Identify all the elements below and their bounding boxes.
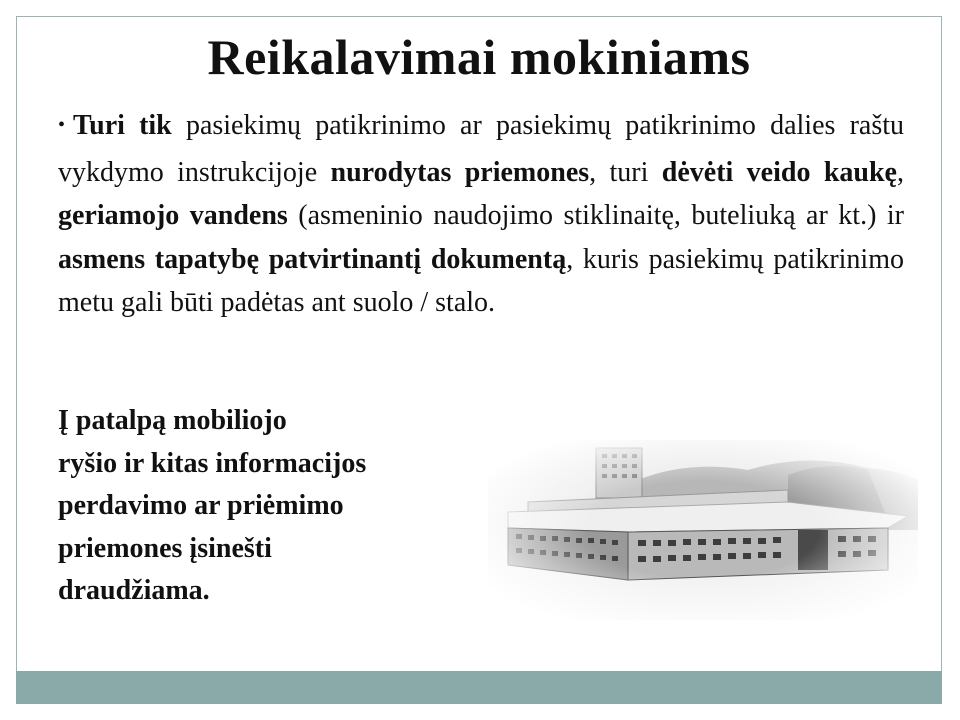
text-segment: Turi tik bbox=[73, 110, 172, 141]
warning-text bbox=[58, 400, 538, 613]
warning-line: ryšio ir kitas informacijos bbox=[58, 447, 367, 479]
warning-line: perdavimo ar priėmimo bbox=[58, 490, 344, 521]
text-segment: , bbox=[896, 156, 904, 188]
text-segment: , turi bbox=[589, 156, 662, 188]
text-segment: (asmeninio naudojimo stiklinaitę, buteliuką ar kt.) ir bbox=[287, 200, 904, 231]
bullet-icon: • bbox=[58, 114, 66, 136]
footer-band bbox=[16, 671, 942, 704]
warning-line: priemones įsinešti bbox=[58, 532, 272, 564]
school-building-photo bbox=[488, 440, 918, 620]
text-segment: nurodytas priemones bbox=[330, 156, 590, 188]
requirements-paragraph bbox=[58, 104, 904, 325]
text-segment: asmens tapatybę patvirtinantį dokumentą bbox=[58, 243, 567, 275]
text-segment: , kuris pasiekimų patikrinimo metu gali būti padėtas ant suolo / stalo. bbox=[58, 243, 904, 318]
warning-line: Į patalpą mobiliojo bbox=[58, 405, 287, 436]
text-segment: geriamojo vandens bbox=[58, 200, 288, 231]
text-segment: pasiekimų patikrinimo ar pasiekimų patikrinimo dalies raštu vykdymo instrukcijoje bbox=[58, 110, 905, 188]
slide-title: Reikalavimai mokiniams bbox=[207, 29, 751, 85]
warning-line: draudžiama. bbox=[58, 575, 210, 606]
text-segment: dėvėti veido kaukę bbox=[661, 156, 897, 188]
